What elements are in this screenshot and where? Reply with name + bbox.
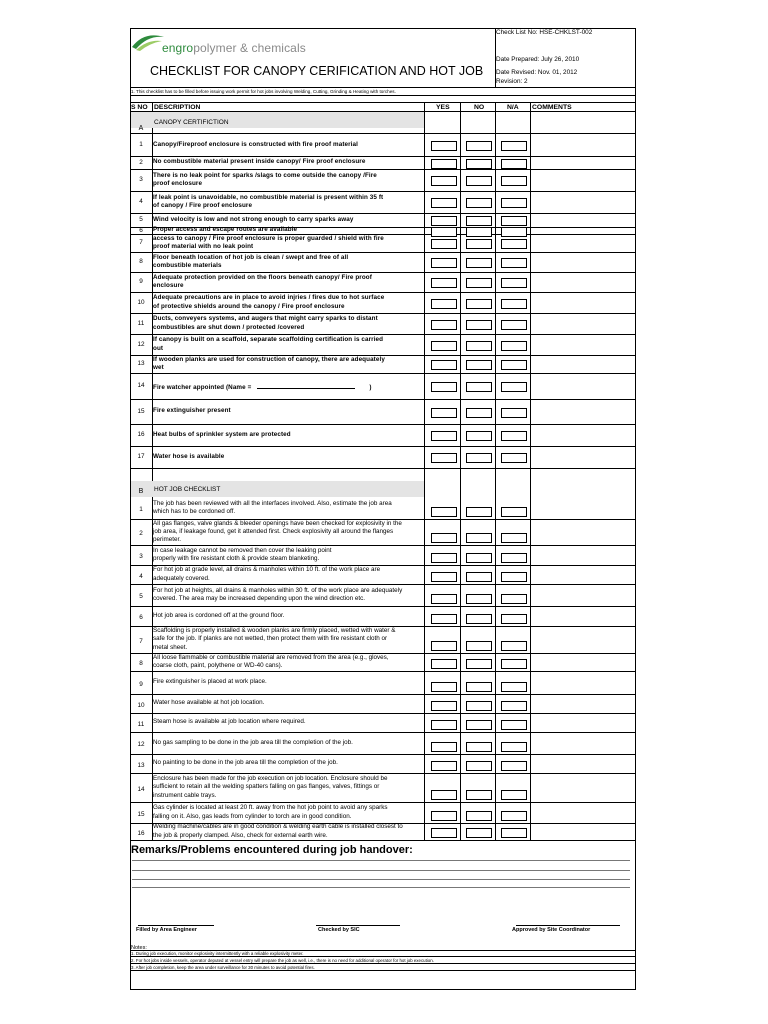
description-line: Proper access and escape routes are available (153, 226, 298, 234)
description-line: Gas cylinder is located at least 20 ft. away from the hot job point to avoid any sparks (153, 804, 388, 812)
checkbox-no[interactable] (466, 682, 492, 692)
row-divider (130, 840, 636, 841)
checkbox-yes[interactable] (431, 198, 457, 208)
remarks-line-4[interactable] (132, 887, 630, 888)
checkbox-na[interactable] (501, 360, 527, 370)
description-line: Floor beneath location of hot job is clean / swept and free of all (153, 253, 349, 261)
col-header-no: NO (474, 104, 485, 111)
checkbox-no[interactable] (466, 507, 492, 517)
row-divider (130, 754, 636, 755)
remarks-title: Remarks/Problems encountered during job handover: (131, 844, 413, 856)
item-number: 9 (139, 680, 143, 688)
checkbox-yes[interactable] (431, 431, 457, 441)
row-divider (130, 373, 636, 374)
item-number: 13 (137, 360, 145, 367)
notes-title: Notes: (131, 945, 147, 951)
checkbox-na[interactable] (501, 790, 527, 800)
row-divider (130, 671, 636, 672)
description-line: metal sheet. (153, 643, 188, 651)
item-description (153, 520, 423, 545)
item-number: 6 (139, 226, 143, 234)
description-line: falling on it. Also, gas leads from cylinder to torch are in good condition. (153, 812, 352, 820)
checkbox-na[interactable] (501, 159, 527, 169)
description-line: If wooden planks are used for construction of canopy, there are adequately (153, 355, 385, 363)
checkbox-na[interactable] (501, 258, 527, 268)
row-divider (130, 694, 636, 695)
item-description (153, 172, 423, 188)
description-line: Fire extinguisher is placed at work place. (153, 678, 267, 686)
checkbox-yes[interactable] (431, 701, 457, 711)
description-line: Ducts, conveyers systems, and augers that might carry sparks to distant (153, 315, 378, 323)
checkbox-no[interactable] (466, 659, 492, 669)
description-line: combustibles are shut down / protected /covered (153, 323, 305, 331)
checkbox-na[interactable] (501, 382, 527, 392)
row-divider (130, 446, 636, 447)
checkbox-na[interactable] (501, 278, 527, 288)
item-number: 5 (139, 593, 143, 600)
filled-by-label: Filled by Area Engineer (136, 927, 197, 933)
row-divider (130, 468, 636, 469)
description-line: All loose flammable or combustible material are removed from the area (e.g., gloves, (153, 653, 389, 661)
item-description (153, 547, 423, 563)
checkbox-yes[interactable] (431, 299, 457, 309)
checkbox-yes[interactable] (431, 553, 457, 563)
description-line: Enclosure has been made for the job execution on job location. Enclosure should be (153, 775, 388, 783)
signature-line-site-coordinator[interactable] (516, 925, 620, 926)
item-description (153, 141, 423, 149)
description-line: If canopy is built on a scaffold, separate scaffolding certification is carried (153, 336, 384, 344)
checkbox-na[interactable] (501, 701, 527, 711)
item-number: 12 (137, 340, 145, 348)
item-description (153, 194, 423, 210)
checkbox-yes[interactable] (431, 320, 457, 330)
checkbox-na[interactable] (501, 507, 527, 517)
checklist-sheet (130, 28, 636, 990)
checkbox-yes[interactable] (431, 227, 457, 237)
item-number: 11 (137, 319, 145, 327)
row-divider (130, 399, 636, 400)
item-number: 10 (137, 298, 145, 306)
notes-line-1 (130, 956, 636, 957)
item-number: 4 (139, 198, 143, 205)
checkbox-yes[interactable] (431, 790, 457, 800)
checkbox-no[interactable] (466, 742, 492, 752)
description-line: of canopy / Fire proof enclosure (153, 202, 253, 209)
checkbox-yes[interactable] (431, 360, 457, 370)
remarks-line-2[interactable] (132, 870, 630, 871)
checkbox-no[interactable] (466, 341, 492, 351)
signature-line-sic[interactable] (316, 925, 400, 926)
checkbox-na[interactable] (501, 533, 527, 543)
description-line: combustible materials (153, 262, 222, 269)
checkbox-na[interactable] (501, 761, 527, 771)
remarks-line-3[interactable] (132, 879, 630, 880)
description-line: Heat bulbs of sprinkler system are protected (153, 430, 291, 438)
item-description (153, 274, 423, 290)
description-line: perimeter. (153, 536, 181, 544)
row-divider (130, 584, 636, 585)
checkbox-yes[interactable] (431, 828, 457, 838)
item-number: 11 (137, 720, 145, 728)
checkbox-yes[interactable] (431, 341, 457, 351)
checkbox-na[interactable] (501, 431, 527, 441)
checkbox-na[interactable] (501, 176, 527, 186)
note-1: 1. During job execution, monitor explosivity intermittently with a reliable explosivity meter. (131, 951, 304, 956)
description-line: Fire watcher appointed (Name = (153, 383, 252, 391)
notes-line-3 (130, 970, 636, 971)
checkbox-na[interactable] (501, 659, 527, 669)
checkbox-na[interactable] (501, 141, 527, 151)
item-number: 13 (137, 761, 145, 769)
row-divider (130, 606, 636, 607)
description-line: No painting to be done in the job area till the completion of the job. (153, 759, 338, 767)
col-header-description: DESCRIPTION (154, 104, 201, 111)
checkbox-yes[interactable] (431, 720, 457, 730)
checkbox-yes[interactable] (431, 811, 457, 821)
col-header-na: N/A (507, 104, 519, 111)
checkbox-yes[interactable] (431, 533, 457, 543)
col-header-sno: S NO (131, 104, 148, 111)
row-divider (130, 713, 636, 714)
description-line: All gas flanges, valve glands & bleeder openings have been checked for explosivity in the (153, 519, 402, 527)
description-line: proof material with no leak point (153, 243, 254, 250)
description-line: proof enclosure (153, 180, 203, 187)
description-line: No combustible material present inside canopy/ Fire proof enclosure (153, 158, 366, 166)
item-number: 7 (139, 637, 143, 645)
checkbox-no[interactable] (466, 701, 492, 711)
checkbox-na[interactable] (501, 408, 527, 418)
item-description (153, 453, 423, 461)
checkbox-yes[interactable] (431, 641, 457, 651)
item-number: 7 (139, 239, 143, 246)
item-description (153, 823, 423, 839)
checkbox-yes[interactable] (431, 507, 457, 517)
checkbox-na[interactable] (501, 553, 527, 563)
checkbox-no[interactable] (466, 761, 492, 771)
description-line: Water hose is available (153, 452, 225, 460)
description-line: coarse cloth, paint, polythene or WD-40 cans). (153, 662, 283, 669)
checkbox-yes[interactable] (431, 572, 457, 582)
checkbox-no[interactable] (466, 614, 492, 624)
item-number: 16 (137, 431, 145, 438)
item-number: 6 (139, 614, 143, 621)
item-description (153, 718, 423, 726)
checkbox-no[interactable] (466, 572, 492, 582)
description-line: access to canopy / Fire proof enclosure is proper guarded / shield with fire (153, 234, 384, 242)
checkbox-yes[interactable] (431, 382, 457, 392)
row-divider (130, 802, 636, 803)
description-line: out (153, 344, 164, 352)
col-header-yes: YES (436, 104, 450, 111)
description-line: No gas sampling to be done in the job area till the completion of the job. (153, 738, 353, 746)
section-b-letter: B (138, 488, 144, 495)
description-line: Welding machine/cables are in good condition & welding earth cable is installed closest to (153, 823, 403, 831)
item-number: 12 (137, 741, 145, 748)
checkbox-no[interactable] (466, 641, 492, 651)
description-line: There is no leak point for sparks /slags to come outside the canopy /Fire (153, 171, 377, 179)
checkbox-yes[interactable] (431, 216, 457, 226)
checkbox-no[interactable] (466, 533, 492, 543)
item-description (153, 226, 423, 234)
item-number: 2 (139, 158, 143, 166)
item-description (153, 804, 423, 820)
row-divider (130, 773, 636, 774)
checklist-number: Check List No: HSE-CHKLST-002 (496, 29, 593, 36)
row-divider (130, 313, 636, 314)
item-number: 4 (139, 572, 143, 580)
page-title: CHECKLIST FOR CANOPY CERIFICATION AND HOT JOB (150, 64, 484, 78)
description-line: enclosure (153, 282, 184, 289)
checkbox-na[interactable] (501, 572, 527, 582)
description-line: Fire extinguisher present (153, 407, 231, 415)
checkbox-na[interactable] (501, 227, 527, 237)
item-number: 17 (137, 453, 145, 460)
item-number: 9 (139, 278, 143, 285)
remarks-line-1[interactable] (132, 860, 630, 861)
checkbox-no[interactable] (466, 790, 492, 800)
description-line: job area, if leakage found, get it attended first. Check explosivity all around the flanges (153, 527, 394, 535)
checkbox-no[interactable] (466, 720, 492, 730)
item-number: 8 (139, 660, 143, 667)
item-description (153, 500, 423, 516)
checkbox-no[interactable] (466, 553, 492, 563)
item-description (153, 336, 423, 352)
item-number: 3 (139, 176, 143, 183)
description-line: Hot job area is cordoned off at the ground floor. (153, 611, 285, 619)
item-description (153, 254, 423, 270)
section-a-title: CANOPY CERTIFICTION (154, 119, 229, 126)
checkbox-na[interactable] (501, 341, 527, 351)
note-2: 2. For hot jobs inside vessels, operator deputed at vessel entry will prepare the job as well, i.e., there is no need for additional operator for hot job execution. (131, 958, 434, 963)
item-description (153, 654, 423, 670)
item-description (153, 356, 423, 372)
checkbox-no[interactable] (466, 360, 492, 370)
description-line: If leak point is unavoidable, no combustible material is present within 35 ft (153, 193, 384, 201)
description-line: of protective shields around the canopy / Fire proof enclosure (153, 302, 345, 310)
item-description (153, 627, 423, 652)
item-description (153, 775, 423, 800)
item-description (153, 587, 423, 603)
item-number: 2 (139, 530, 143, 537)
checkbox-na[interactable] (501, 720, 527, 730)
checkbox-yes[interactable] (431, 278, 457, 288)
item-number: 5 (139, 216, 143, 223)
item-number: 1 (139, 141, 143, 148)
item-number: 10 (137, 701, 145, 709)
item-number: 8 (139, 258, 143, 265)
checkbox-yes[interactable] (431, 682, 457, 692)
approved-by-label: Approved by Site Coordinator (512, 927, 591, 933)
checkbox-na[interactable] (501, 594, 527, 604)
checkbox-na[interactable] (501, 320, 527, 330)
item-number: 1 (139, 506, 143, 513)
row-divider (130, 213, 636, 214)
item-description (153, 612, 423, 620)
description-line: Canopy/Fireproof enclosure is constructed with fire proof material (153, 140, 358, 148)
checkbox-na[interactable] (501, 299, 527, 309)
revision: Revision: 2 (496, 78, 528, 85)
header-bottom-line (130, 87, 636, 88)
description-line: wet (153, 364, 164, 371)
checkbox-no[interactable] (466, 239, 492, 249)
item-description (153, 739, 423, 747)
description-line: For hot job at heights, all drains & manholes within 30 ft. of the work place are adequately (153, 586, 403, 594)
description-line: Adequate precautions are in place to avoid injries / fires due to hot surface (153, 294, 385, 302)
item-number: 16 (137, 829, 145, 837)
row-divider (130, 424, 636, 425)
checkbox-yes[interactable] (431, 159, 457, 169)
item-description (153, 407, 423, 415)
fire-watcher-name-field[interactable] (257, 382, 355, 389)
section-a-letter: A (138, 125, 144, 132)
item-description (153, 294, 423, 310)
description-line: Water hose available at hot job location. (153, 699, 265, 707)
item-number: 15 (137, 810, 145, 818)
checked-by-label: Checked by SIC (318, 927, 360, 933)
checkbox-na[interactable] (501, 742, 527, 752)
item-number: 14 (137, 785, 145, 793)
checkbox-yes[interactable] (431, 239, 457, 249)
checkbox-yes[interactable] (431, 176, 457, 186)
description-line: Scaffolding is properly installed & wooden planks are firmly placed, wetted with water & (153, 627, 396, 635)
description-line: safe for the job. If planks are not wetted, then protect them with fire resistant cloth or (153, 635, 388, 643)
description-line: Wind velocity is low and not strong enough to carry sparks away (153, 215, 354, 223)
frame-bottom (130, 989, 636, 990)
description-line: For hot job at grade level, all drains & manholes within 10 ft. of the work place are (153, 566, 381, 574)
table-top-line (130, 102, 636, 103)
checkbox-na[interactable] (501, 828, 527, 838)
checkbox-no[interactable] (466, 828, 492, 838)
company-logo (130, 31, 330, 61)
row-divider (130, 334, 636, 335)
checkbox-no[interactable] (466, 431, 492, 441)
checkbox-yes[interactable] (431, 761, 457, 771)
checkbox-no[interactable] (466, 258, 492, 268)
item-number: 3 (139, 553, 143, 560)
checkbox-na[interactable] (501, 198, 527, 208)
section-a-line (130, 133, 636, 134)
description-line: adequately covered. (153, 574, 210, 582)
checkbox-no[interactable] (466, 408, 492, 418)
checkbox-na[interactable] (501, 453, 527, 463)
checkbox-yes[interactable] (431, 659, 457, 669)
checkbox-yes[interactable] (431, 614, 457, 624)
item-number: 15 (137, 407, 145, 415)
checkbox-no[interactable] (466, 227, 492, 237)
checkbox-na[interactable] (501, 811, 527, 821)
note-bottom-line (130, 95, 636, 96)
logo-subtitle: polymer & chemicals (193, 41, 306, 55)
item-description (153, 235, 423, 251)
date-revised: Date Revised: Nov. 01, 2012 (496, 69, 578, 76)
checkbox-na[interactable] (501, 216, 527, 226)
row-divider (130, 169, 636, 170)
description-line: the job & properly clamped. Also, check for external earth wire. (153, 831, 328, 839)
checkbox-yes[interactable] (431, 258, 457, 268)
description-line: The job has been reviewed with all the interfaces involved. Also, estimate the job area (153, 499, 392, 507)
description-line: Steam hose is available at job location where required. (153, 718, 306, 726)
checkbox-no[interactable] (466, 176, 492, 186)
col-header-comments: COMMENTS (532, 104, 572, 111)
checkbox-yes[interactable] (431, 742, 457, 752)
frame-right (635, 28, 636, 990)
item-description (153, 759, 423, 767)
checkbox-no[interactable] (466, 141, 492, 151)
row-divider (130, 292, 636, 293)
checkbox-na[interactable] (501, 614, 527, 624)
checkbox-no[interactable] (466, 811, 492, 821)
description-line: In case leakage cannot be removed then cover the leaking point (153, 546, 332, 554)
description-line: Adequate protection provided on the floors beneath canopy/ Fire proof (153, 273, 372, 281)
signature-line-area-engineer[interactable] (138, 925, 214, 926)
row-divider (130, 191, 636, 192)
logo-brand: engro (162, 41, 194, 55)
checkbox-no[interactable] (466, 382, 492, 392)
checkbox-yes[interactable] (431, 594, 457, 604)
top-instruction-note: 1. This checklist has to be filled before issuing work permit for hot jobs involving Welding, Cutting, Grinding & Heating with torches. (131, 89, 396, 94)
checkbox-no[interactable] (466, 198, 492, 208)
item-description (153, 431, 423, 439)
item-number: 14 (137, 382, 145, 389)
checkbox-yes[interactable] (431, 453, 457, 463)
item-description (153, 699, 423, 707)
checkbox-no[interactable] (466, 299, 492, 309)
checkbox-no[interactable] (466, 159, 492, 169)
item-description (153, 216, 423, 224)
notes-line-2 (130, 963, 636, 964)
logo-text (162, 41, 306, 55)
item-description (153, 566, 423, 582)
logo-swoosh-icon (130, 33, 166, 53)
checkbox-no[interactable] (466, 594, 492, 604)
checkbox-no[interactable] (466, 278, 492, 288)
description-line: instrument cable trays. (153, 791, 217, 799)
item-description (153, 678, 423, 686)
checkbox-yes[interactable] (431, 141, 457, 151)
checkbox-na[interactable] (501, 641, 527, 651)
row-divider (130, 732, 636, 733)
checkbox-no[interactable] (466, 216, 492, 226)
description-line: properly with fire resistant cloth & provide steam blanketing. (153, 555, 320, 562)
description-line: which has to be cordoned off. (153, 508, 236, 515)
item-description (153, 158, 423, 166)
name-close-paren: ) (369, 383, 372, 391)
item-description (153, 315, 423, 331)
section-b-title: HOT JOB CHECKLIST (154, 486, 221, 493)
checkbox-no[interactable] (466, 320, 492, 330)
date-prepared: Date Prepared: July 26, 2010 (496, 56, 580, 63)
checkbox-no[interactable] (466, 453, 492, 463)
description-line: sufficient to retain all the welding spatters falling on gas flanges, valves, fittings or (153, 783, 380, 791)
checkbox-na[interactable] (501, 682, 527, 692)
checkbox-na[interactable] (501, 239, 527, 249)
row-divider (130, 156, 636, 157)
item-description (153, 382, 423, 392)
checkbox-yes[interactable] (431, 408, 457, 418)
description-line: covered. The area may be increased depending upon the wind direction etc. (153, 595, 366, 602)
note-3: 3. After job completion, keep the area under surveillance for 30 minutes to avoid potential fires. (131, 965, 315, 970)
